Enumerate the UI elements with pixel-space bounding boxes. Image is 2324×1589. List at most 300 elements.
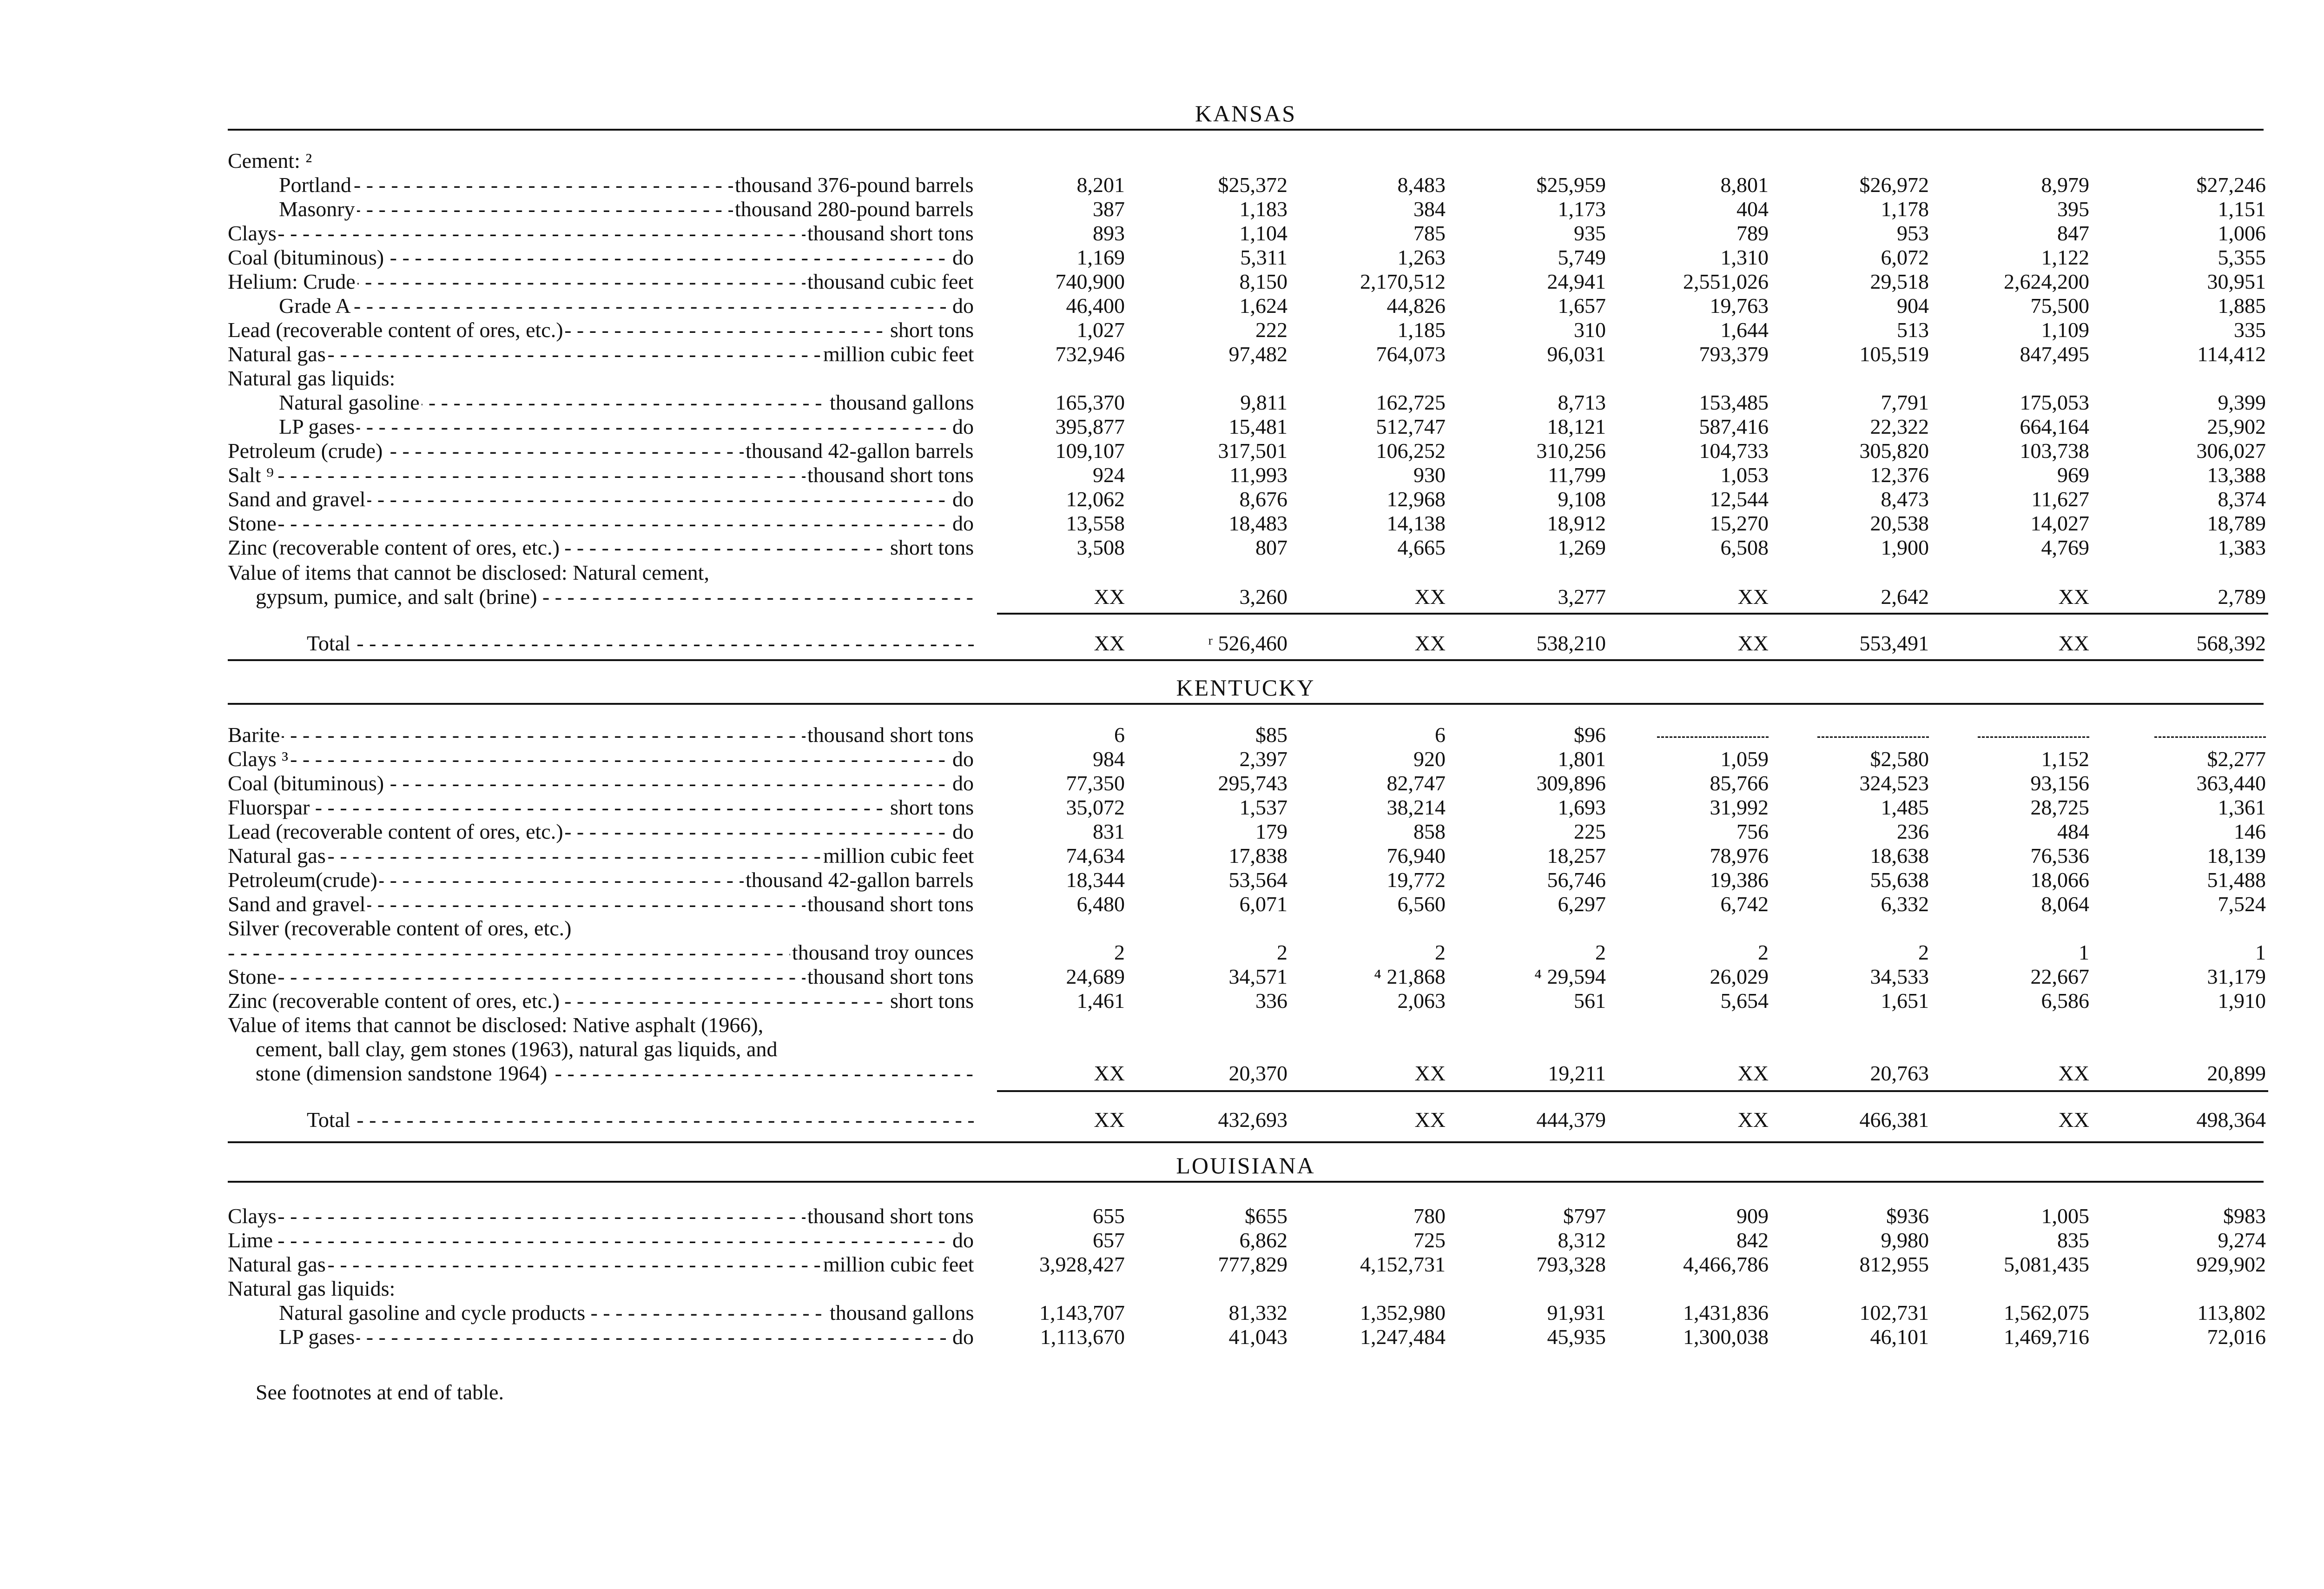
value-cell: 1,624 <box>1239 294 1287 318</box>
value-cell: 930 <box>1413 463 1446 487</box>
row-label <box>228 463 974 487</box>
value-cell: 1,053 <box>1720 463 1769 487</box>
value-cell: $26,972 <box>1859 173 1929 197</box>
value-cell: 740,900 <box>1055 270 1125 293</box>
value-cell: XX <box>1414 1061 1446 1085</box>
value-cell: 5,355 <box>2218 245 2266 269</box>
value-cell: 106,252 <box>1376 439 1446 463</box>
value-cell: 953 <box>1897 221 1929 245</box>
value-cell: 1,383 <box>2218 536 2266 559</box>
value-cell: 1,657 <box>1558 294 1606 318</box>
value-cell: 657 <box>1093 1228 1125 1252</box>
table-row <box>0 487 2324 511</box>
label-text: stone (dimension sandstone 1964) <box>256 1061 549 1085</box>
value-cell: 146 <box>2234 820 2266 843</box>
value-cell: 6,508 <box>1720 536 1769 559</box>
value-cell: 387 <box>1093 197 1125 221</box>
label-text: Silver (recoverable content of ores, etc.) <box>228 916 573 940</box>
value-cell: 77,350 <box>1066 771 1125 795</box>
value-cell: 18,483 <box>1228 511 1287 535</box>
label-text: Stone <box>228 965 278 988</box>
value-cell: 18,139 <box>2207 844 2266 867</box>
value-cell: 924 <box>1093 463 1125 487</box>
value-cell: 6,332 <box>1881 892 1929 916</box>
value-cell: 1,104 <box>1239 221 1287 245</box>
unit-text: thousand short tons <box>805 892 974 916</box>
value-cell: 484 <box>2057 820 2089 843</box>
value-cell: 336 <box>1255 989 1287 1013</box>
value-cell: 1,431,836 <box>1683 1301 1769 1324</box>
value-cell: 51,488 <box>2207 868 2266 892</box>
value-cell: 14,027 <box>2030 511 2089 535</box>
value-cell: 6,297 <box>1558 892 1606 916</box>
label-text: Sand and gravel <box>228 487 367 511</box>
value-cell: 26,029 <box>1710 965 1769 988</box>
value-cell: 5,749 <box>1558 245 1606 269</box>
label-text: Total <box>307 1108 352 1132</box>
row-label <box>228 1228 974 1252</box>
section-rule <box>228 703 2264 705</box>
row-label <box>279 197 974 221</box>
value-cell: $96 <box>1574 723 1606 747</box>
value-cell: 1,151 <box>2218 197 2266 221</box>
value-cell: 8,064 <box>2041 892 2089 916</box>
leader-dots <box>307 631 974 655</box>
leader-dots <box>279 415 974 439</box>
value-cell: 1,352,980 <box>1360 1301 1446 1324</box>
value-cell: 6,742 <box>1720 892 1769 916</box>
label-text: Natural gasoline and cycle products <box>279 1301 587 1324</box>
value-cell: 310 <box>1574 318 1606 342</box>
label-text: Salt ⁹ <box>228 463 276 487</box>
value-cell: 8,473 <box>1881 487 1929 511</box>
value-cell: 31,992 <box>1710 795 1769 819</box>
section-title-kansas: KANSAS <box>1195 100 1297 126</box>
value-cell: XX <box>1094 631 1125 655</box>
table-row <box>0 1301 2324 1325</box>
value-cell: 162,725 <box>1376 391 1446 414</box>
unit-text: do <box>951 820 974 844</box>
table-row <box>0 149 2324 173</box>
value-cell: 2 <box>1595 940 1606 964</box>
undisclosed-row <box>0 1013 2324 1037</box>
value-cell: 46,101 <box>1870 1325 1929 1349</box>
value-cell: 324,523 <box>1859 771 1929 795</box>
value-cell: XX <box>1414 1108 1446 1132</box>
table-row <box>0 245 2324 270</box>
row-label <box>228 511 974 536</box>
value-cell: XX <box>2058 1108 2089 1132</box>
unit-text: thousand short tons <box>805 1204 974 1228</box>
value-cell: 9,811 <box>1240 391 1287 414</box>
value-cell: 28,725 <box>2030 795 2089 819</box>
value-cell: $936 <box>1886 1204 1929 1228</box>
value-cell: 4,769 <box>2041 536 2089 559</box>
label-text: LP gases <box>279 1325 357 1349</box>
value-cell: 2,624,200 <box>2004 270 2089 293</box>
row-label <box>228 245 974 270</box>
value-cell: 538,210 <box>1536 631 1606 655</box>
value-cell: 404 <box>1736 197 1769 221</box>
value-cell: 893 <box>1093 221 1125 245</box>
value-cell: $27,246 <box>2196 173 2266 197</box>
label-text: Barite <box>228 723 282 747</box>
label-text: Total <box>307 631 352 655</box>
value-cell: $2,580 <box>1870 747 1929 771</box>
value-cell: 1,027 <box>1076 318 1125 342</box>
value-cell: 929,902 <box>2196 1252 2266 1276</box>
value-cell: 2 <box>1277 940 1287 964</box>
row-label <box>228 1204 974 1228</box>
unit-text: short tons <box>888 318 974 342</box>
value-cell: 395 <box>2057 197 2089 221</box>
value-cell: 46,400 <box>1066 294 1125 318</box>
table-row <box>0 197 2324 221</box>
value-cell: 20,899 <box>2207 1061 2266 1085</box>
value-cell: 24,941 <box>1547 270 1606 293</box>
row-label <box>228 820 974 844</box>
label-text: Coal (bituminous) <box>228 771 386 795</box>
value-cell: 44,826 <box>1386 294 1446 318</box>
total-label <box>307 1108 974 1132</box>
value-cell: 103,738 <box>2020 439 2089 463</box>
table-row <box>0 868 2324 892</box>
value-cell: 76,940 <box>1386 844 1446 867</box>
empty-cell <box>2126 723 2266 747</box>
table-row <box>0 1252 2324 1277</box>
empty-cell <box>1950 723 2089 747</box>
value-cell: XX <box>2058 1061 2089 1085</box>
leader-dots <box>279 1325 974 1349</box>
label-text: gypsum, pumice, and salt (brine) <box>256 585 539 609</box>
value-cell: 384 <box>1413 197 1446 221</box>
label-text: Fluorspar <box>228 795 311 819</box>
value-cell: 1,537 <box>1239 795 1287 819</box>
row-label <box>279 415 974 439</box>
row-label <box>228 771 974 795</box>
label-text: Lime <box>228 1228 275 1252</box>
row-label <box>228 844 974 868</box>
unit-text: do <box>951 415 974 439</box>
label-text: Zinc (recoverable content of ores, etc.) <box>228 536 561 559</box>
value-cell: 236 <box>1897 820 1929 843</box>
value-cell: 109,107 <box>1055 439 1125 463</box>
value-cell: 114,412 <box>2197 342 2266 366</box>
value-cell: 498,364 <box>2196 1108 2266 1132</box>
value-cell: 75,500 <box>2030 294 2089 318</box>
unit-text: thousand 280-pound barrels <box>733 197 974 221</box>
value-cell: 6,560 <box>1397 892 1446 916</box>
value-cell: 909 <box>1736 1204 1769 1228</box>
value-cell: 11,799 <box>1548 463 1606 487</box>
leader-dots <box>228 1228 974 1252</box>
table-row <box>0 1325 2324 1349</box>
value-cell: 30,951 <box>2207 270 2266 293</box>
unit-text: thousand 376-pound barrels <box>733 173 974 197</box>
value-cell: 85,766 <box>1710 771 1769 795</box>
value-cell: 1,006 <box>2218 221 2266 245</box>
value-cell: 97,482 <box>1228 342 1287 366</box>
unit-text: short tons <box>888 795 974 820</box>
table-row <box>0 1277 2324 1301</box>
dash <box>1978 736 2089 738</box>
value-cell: 1,059 <box>1720 747 1769 771</box>
value-cell: XX <box>2058 631 2089 655</box>
table-row <box>0 270 2324 294</box>
unit-text: thousand gallons <box>828 391 974 415</box>
value-cell: 9,980 <box>1881 1228 1929 1252</box>
label-text: Natural gas <box>228 342 328 366</box>
value-cell: 305,820 <box>1859 439 1929 463</box>
table-row <box>0 511 2324 536</box>
row-label <box>228 366 974 391</box>
row-label <box>228 536 974 560</box>
value-cell: 1 <box>2255 940 2266 964</box>
unit-text: do <box>951 511 974 536</box>
value-cell: 2,397 <box>1239 747 1287 771</box>
value-cell: 395,877 <box>1055 415 1125 438</box>
footnote: See footnotes at end of table. <box>256 1380 504 1404</box>
value-cell: 8,676 <box>1239 487 1287 511</box>
value-cell: $25,959 <box>1536 173 1606 197</box>
table-row <box>0 965 2324 989</box>
value-cell: 4,466,786 <box>1683 1252 1769 1276</box>
dash <box>2154 736 2266 738</box>
row-label <box>228 916 974 940</box>
value-cell: 444,379 <box>1536 1108 1606 1132</box>
value-cell: 17,838 <box>1228 844 1287 867</box>
value-cell: 310,256 <box>1536 439 1606 463</box>
value-cell: 587,416 <box>1699 415 1769 438</box>
value-cell: XX <box>1737 1108 1769 1132</box>
value-cell: 31,179 <box>2207 965 2266 988</box>
value-cell: 2 <box>1435 940 1446 964</box>
value-cell: $2,277 <box>2207 747 2266 771</box>
value-cell: 295,743 <box>1218 771 1287 795</box>
table-row <box>0 1204 2324 1228</box>
row-label <box>228 965 974 989</box>
value-cell: $797 <box>1563 1204 1606 1228</box>
value-cell: 984 <box>1093 747 1125 771</box>
table-row <box>0 820 2324 844</box>
value-cell: 1,801 <box>1558 747 1606 771</box>
value-cell: 22,322 <box>1870 415 1929 438</box>
value-cell: 317,501 <box>1218 439 1287 463</box>
value-cell: 6,071 <box>1239 892 1287 916</box>
value-cell: 18,789 <box>2207 511 2266 535</box>
dash <box>1657 736 1769 738</box>
value-cell: 18,257 <box>1547 844 1606 867</box>
table-row <box>0 463 2324 487</box>
value-cell: 466,381 <box>1859 1108 1929 1132</box>
value-cell: 6 <box>1435 723 1446 747</box>
table-row <box>0 844 2324 868</box>
row-label <box>228 892 974 916</box>
row-label <box>228 795 974 820</box>
value-cell: 38,214 <box>1386 795 1446 819</box>
unit-text: thousand short tons <box>805 463 974 487</box>
value-cell: 153,485 <box>1699 391 1769 414</box>
value-cell: 1,173 <box>1558 197 1606 221</box>
label-text: Natural gas <box>228 1252 328 1276</box>
value-cell: 18,638 <box>1870 844 1929 867</box>
value-cell: 18,912 <box>1547 511 1606 535</box>
value-cell: 113,802 <box>2197 1301 2266 1324</box>
value-cell: 789 <box>1736 221 1769 245</box>
label-text: Natural gas liquids: <box>228 1277 397 1300</box>
value-cell: 15,481 <box>1228 415 1287 438</box>
value-cell: 8,713 <box>1558 391 1606 414</box>
value-cell: 1,247,484 <box>1360 1325 1446 1349</box>
value-cell: 175,053 <box>2020 391 2089 414</box>
undisclosed-text: cement, ball clay, gem stones (1963), natural gas liquids, and <box>256 1037 778 1061</box>
row-label <box>279 391 974 415</box>
dash <box>1817 736 1929 738</box>
leader-dots <box>307 1108 974 1132</box>
unit-text: million cubic feet <box>821 1252 974 1277</box>
label-text: Portland <box>279 173 353 197</box>
value-cell: 96,031 <box>1547 342 1606 366</box>
value-cell: 1,113,670 <box>1040 1325 1125 1349</box>
value-cell: 1,885 <box>2218 294 2266 318</box>
unit-text: thousand short tons <box>805 723 974 747</box>
label-text: Helium: Crude <box>228 270 357 293</box>
section-title-kentucky: KENTUCKY <box>1176 675 1315 701</box>
value-cell: 561 <box>1574 989 1606 1013</box>
value-cell: 309,896 <box>1536 771 1606 795</box>
unit-text: thousand short tons <box>805 221 974 245</box>
value-cell: 81,332 <box>1228 1301 1287 1324</box>
label-text: Sand and gravel <box>228 892 367 916</box>
label-text: Lead (recoverable content of ores, etc.) <box>228 820 565 843</box>
value-cell: ⁴ 21,868 <box>1373 965 1446 988</box>
label-text: Clays <box>228 1204 278 1228</box>
value-cell: 793,328 <box>1536 1252 1606 1276</box>
label-text: Zinc (recoverable content of ores, etc.) <box>228 989 561 1013</box>
value-cell: 935 <box>1574 221 1606 245</box>
value-cell: 1,300,038 <box>1683 1325 1769 1349</box>
table-row <box>0 916 2324 940</box>
value-cell: 1,169 <box>1076 245 1125 269</box>
value-cell: $25,372 <box>1218 173 1287 197</box>
table-row <box>0 892 2324 916</box>
value-cell: 12,062 <box>1066 487 1125 511</box>
value-cell: 18,121 <box>1547 415 1606 438</box>
row-label <box>228 868 974 892</box>
value-cell: 19,211 <box>1548 1061 1606 1085</box>
total-rule <box>997 613 2268 615</box>
value-cell: 105,519 <box>1859 342 1929 366</box>
unit-text: thousand troy ounces <box>790 940 974 965</box>
value-cell: 513 <box>1897 318 1929 342</box>
table-row <box>0 723 2324 747</box>
value-cell: 22,667 <box>2030 965 2089 988</box>
value-cell: 13,558 <box>1066 511 1125 535</box>
row-label <box>228 989 974 1013</box>
row-label <box>228 221 974 245</box>
value-cell: 512,747 <box>1376 415 1446 438</box>
row-label <box>279 1325 974 1349</box>
value-cell: $983 <box>2223 1204 2266 1228</box>
value-cell: $85 <box>1255 723 1287 747</box>
value-cell: 3,928,427 <box>1039 1252 1125 1276</box>
undisclosed-text: Value of items that cannot be disclosed: Native asphalt (1966), <box>228 1013 764 1037</box>
value-cell: 12,968 <box>1386 487 1446 511</box>
value-cell: 2,063 <box>1397 989 1446 1013</box>
value-cell: XX <box>2058 585 2089 609</box>
value-cell: 72,016 <box>2207 1325 2266 1349</box>
leader-dots <box>279 294 974 318</box>
value-cell: 15,270 <box>1710 511 1769 535</box>
unit-text: do <box>951 245 974 270</box>
label-text: Coal (bituminous) <box>228 245 386 269</box>
value-cell: 179 <box>1255 820 1287 843</box>
value-cell: 1,562,075 <box>2004 1301 2089 1324</box>
value-cell: ⁴ 29,594 <box>1534 965 1606 988</box>
value-cell: 3,508 <box>1076 536 1125 559</box>
value-cell: 1,651 <box>1881 989 1929 1013</box>
label-text: LP gases <box>279 415 357 438</box>
value-cell: 807 <box>1255 536 1287 559</box>
value-cell: 6,862 <box>1239 1228 1287 1252</box>
value-cell: 5,654 <box>1720 989 1769 1013</box>
value-cell: 45,935 <box>1547 1325 1606 1349</box>
value-cell: 12,544 <box>1710 487 1769 511</box>
value-cell: 732,946 <box>1055 342 1125 366</box>
value-cell: 78,976 <box>1710 844 1769 867</box>
value-cell: 6,480 <box>1076 892 1125 916</box>
value-cell: 20,538 <box>1870 511 1929 535</box>
value-cell: 1,263 <box>1397 245 1446 269</box>
row-label <box>228 723 974 747</box>
value-cell: 1,469,716 <box>2004 1325 2089 1349</box>
value-cell: 7,791 <box>1881 391 1929 414</box>
unit-text: thousand short tons <box>805 965 974 989</box>
value-cell: 847 <box>2057 221 2089 245</box>
value-cell: 553,491 <box>1859 631 1929 655</box>
value-cell: 91,931 <box>1547 1301 1606 1324</box>
value-cell: 8,150 <box>1239 270 1287 293</box>
value-cell: 5,081,435 <box>2004 1252 2089 1276</box>
table-row <box>0 415 2324 439</box>
row-label <box>279 173 974 197</box>
value-cell: 363,440 <box>2196 771 2266 795</box>
empty-cell <box>1629 723 1769 747</box>
total-row <box>0 1108 2324 1132</box>
table-row <box>0 940 2324 965</box>
section-rule <box>228 1181 2264 1183</box>
value-cell: 2 <box>1114 940 1125 964</box>
table-row <box>0 771 2324 795</box>
value-cell: 6,586 <box>2041 989 2089 1013</box>
value-cell: 831 <box>1093 820 1125 843</box>
value-cell: 664,164 <box>2020 415 2089 438</box>
value-cell: 82,747 <box>1386 771 1446 795</box>
value-cell: 1,185 <box>1397 318 1446 342</box>
undisclosed-text <box>256 585 974 609</box>
leader-dots <box>228 511 974 536</box>
table-row <box>0 294 2324 318</box>
value-cell: 222 <box>1255 318 1287 342</box>
label-text: Clays ³ <box>228 747 290 771</box>
undisclosed-row <box>0 1061 2324 1086</box>
value-cell: 74,634 <box>1066 844 1125 867</box>
undisclosed-row <box>0 561 2324 585</box>
leader-dots <box>228 795 974 820</box>
row-label <box>228 439 974 463</box>
value-cell: 55,638 <box>1870 868 1929 892</box>
table-row <box>0 221 2324 245</box>
